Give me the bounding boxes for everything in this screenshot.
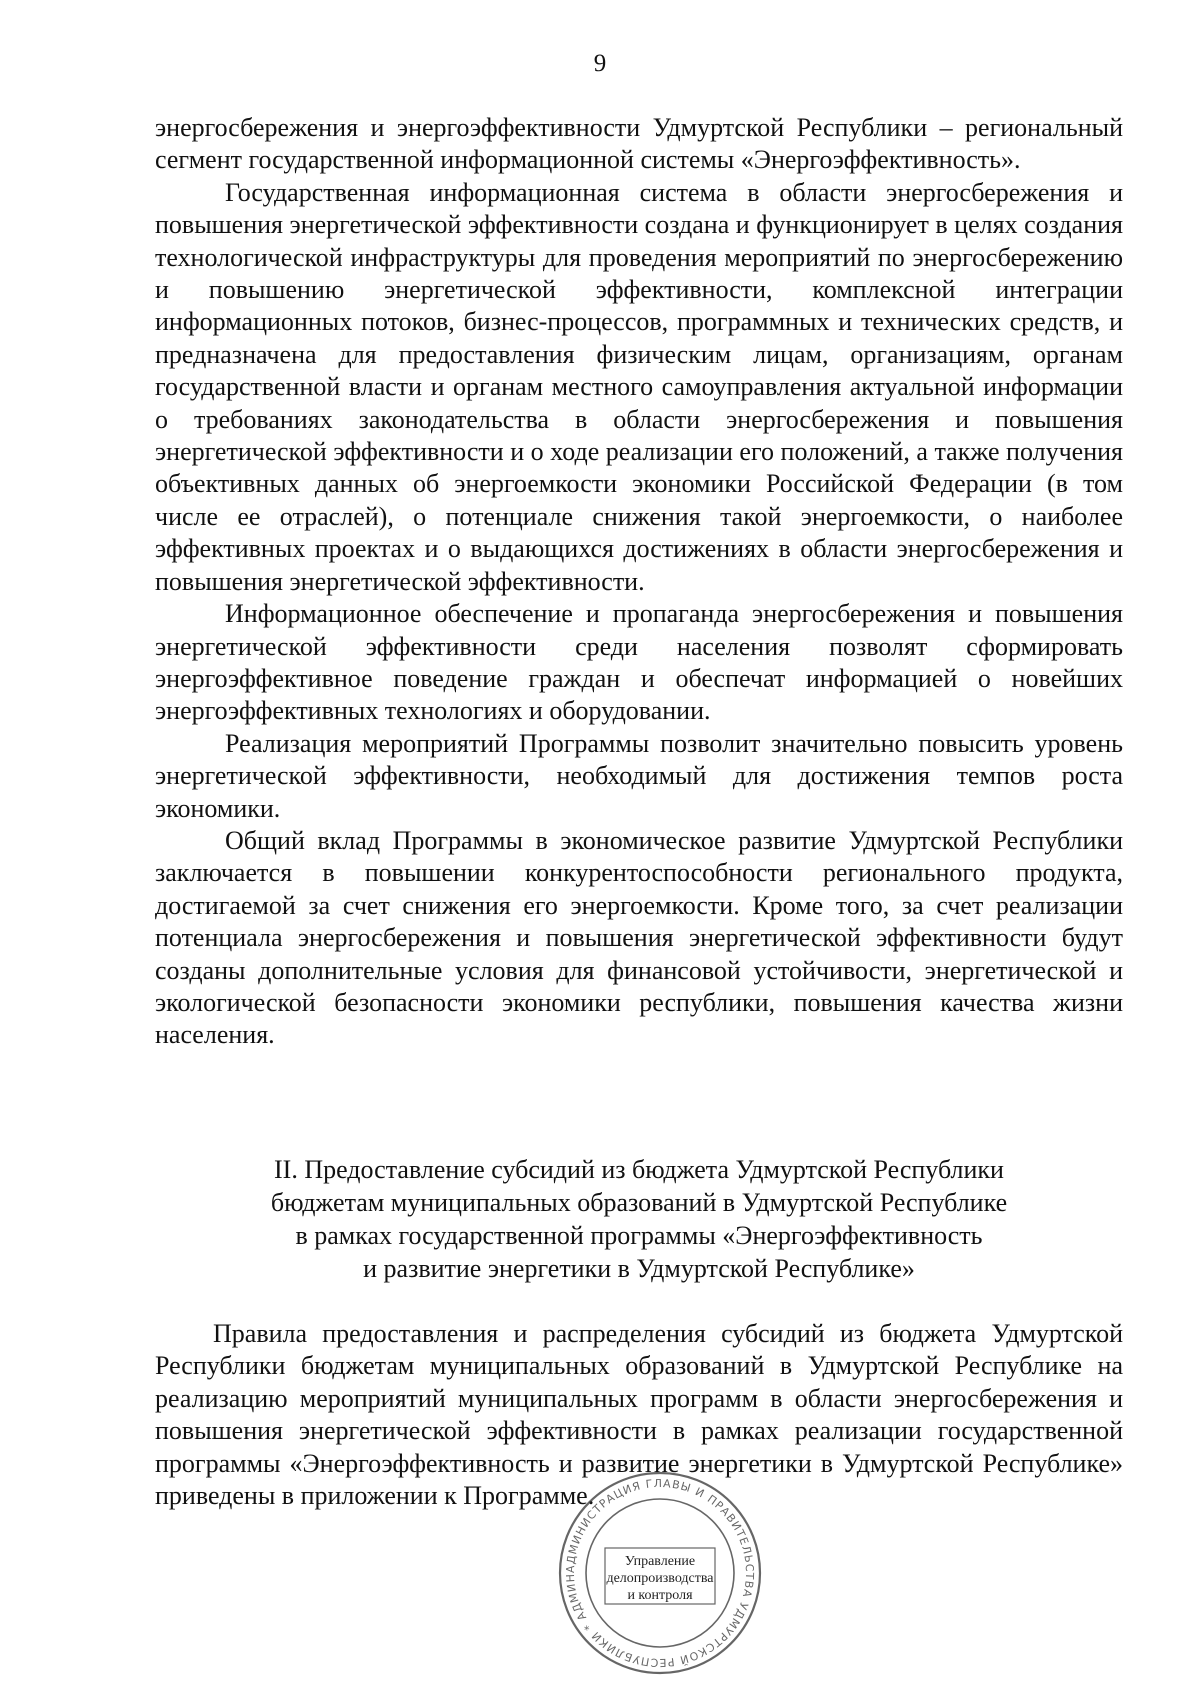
page-number: 9	[593, 50, 607, 77]
section-heading-line: в рамках государственной программы «Энергоэффективность	[295, 1221, 983, 1250]
seal-center-line: и контроля	[627, 1588, 693, 1603]
section-heading-line: и развитие энергетики в Удмуртской Республике»	[363, 1254, 915, 1283]
paragraph-subsidy-rules: Правила предоставления и распределения субсидий из бюджета Удмуртской Республики бюджетам муниципальных образований в Удмуртской Республике на реализацию мероприятий муниципальных программ в области энергосбережения и повышения энергетической эффективности в рамках реализации государственной программы «Энергоэффективность и развитие энергетики в Удмуртской Республике» приведены в приложении к Программе.	[155, 1319, 1123, 1511]
paragraph-overall-contribution: Общий вклад Программы в экономическое развитие Удмуртской Республики заключается в повышении конкурентоспособности регионального продукта, достигаемой за счет снижения его энергоемкости. Кроме того, за счет реализации потенциала энергосбережения и повышения энергетической эффективности будут созданы дополнительные условия для финансовой устойчивости, энергетической и экологической безопасности экономики республики, повышения качества жизни населения.	[155, 825, 1123, 1050]
official-seal-stamp	[555, 1468, 765, 1678]
section-heading	[155, 1153, 1123, 1285]
seal-center-line: делопроизводства	[606, 1571, 714, 1586]
section-heading-line: бюджетам муниципальных образований в Удмуртской Республике	[270, 1188, 1008, 1217]
seal-ring-text: АДМИНИСТРАЦИЯ ГЛАВЫ И ПРАВИТЕЛЬСТВА УДМУРТСКОЙ РЕСПУБЛИКИ * АДМИН	[563, 1476, 757, 1670]
seal-center-line: Управление	[624, 1554, 696, 1569]
paragraph-information-system: Государственная информационная система в области энергосбережения и повышения энергетической эффективности создана и функционирует в целях создания технологической инфраструктуры для проведения мероприятий по энергосбережению и повышению энергетической эффективности, комплексной интеграции информационных потоков, бизнес-процессов, программных и технических средств, и предназначена для предоставления физическим лицам, организациям, органам государственной власти и органам местного самоуправления актуальной информации о требованиях законодательства в области энергосбережения и повышения энергетической эффективности и о ходе реализации его положений, а также получения объективных данных об энергоемкости экономики Российской Федерации (в том числе ее отраслей), о потенциале снижения такой энергоемкости, о наиболее эффективных проектах и о выдающихся достижениях в области энергосбережения и повышения энергетической эффективности.	[155, 177, 1123, 596]
paragraph-information-support: Информационное обеспечение и пропаганда энергосбережения и повышения энергетической эффективности среди населения позволят сформировать энергоэффективное поведение граждан и обеспечат информацией о новейших энергоэффективных технологиях и оборудовании.	[155, 599, 1123, 726]
paragraph-program-implementation: Реализация мероприятий Программы позволит значительно повысить уровень энергетической эффективности, необходимый для достижения темпов роста экономики.	[155, 728, 1123, 823]
section-heading-line: II. Предоставление субсидий из бюджета Удмуртской Республики	[274, 1155, 1004, 1184]
document-body	[155, 112, 1123, 1052]
paragraph-continuation: энергосбережения и энергоэффективности Удмуртской Республики – региональный сегмент государственной информационной системы «Энергоэффективность».	[155, 113, 1123, 175]
